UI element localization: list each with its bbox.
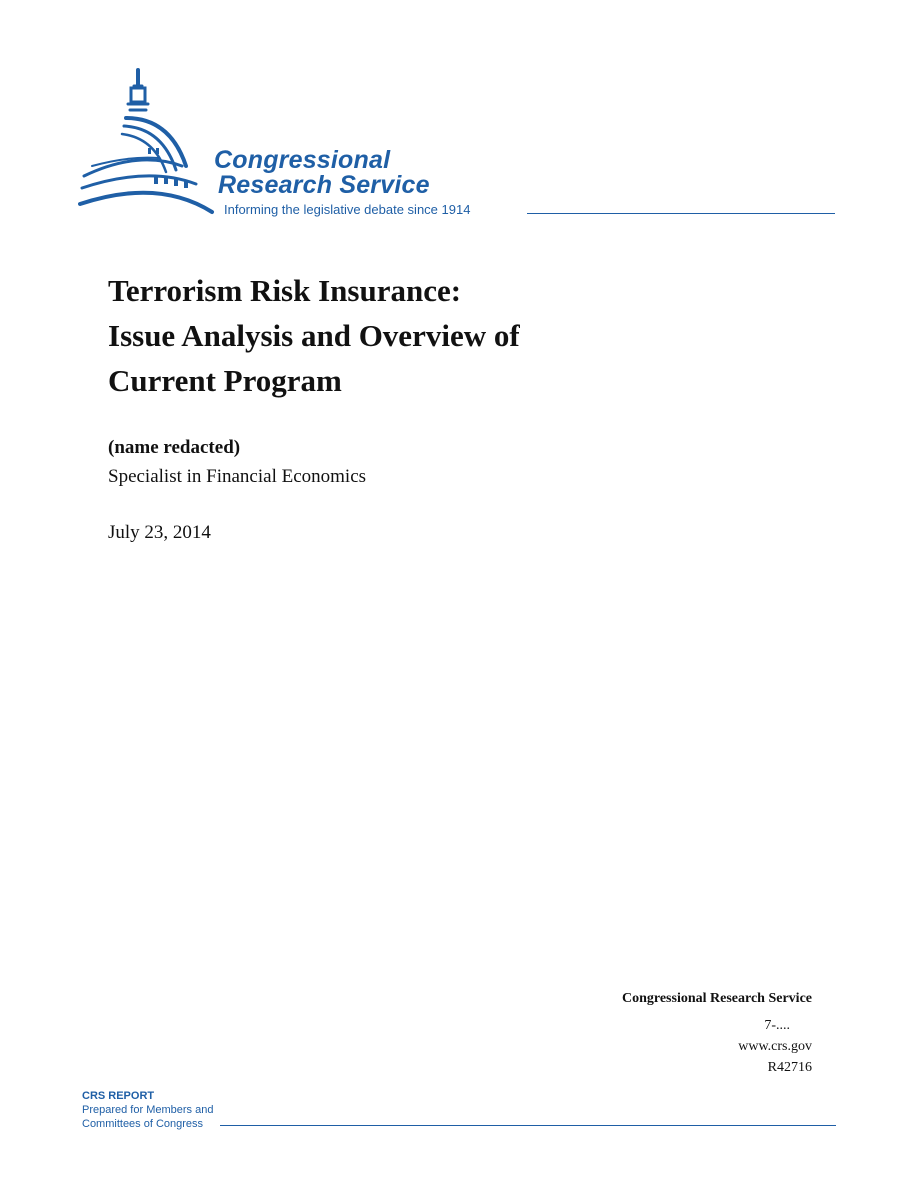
footer-line: Committees of Congress: [82, 1118, 204, 1130]
report-number: R42716: [767, 1060, 812, 1075]
report-title-line: Issue Analysis and Overview of: [108, 318, 520, 353]
publisher-org: Congressional Research Service: [621, 991, 812, 1006]
logo-tagline: Informing the legislative debate since 1914: [224, 202, 471, 217]
author-role: Specialist in Financial Economics: [108, 466, 367, 487]
crs-logo: [78, 66, 838, 226]
author-name: (name redacted): [108, 437, 241, 458]
footer-line: Prepared for Members and: [82, 1104, 214, 1116]
logo-line-research-service: Research Service: [218, 171, 430, 199]
footer-rule: [220, 1125, 836, 1126]
footer-label: CRS REPORT: [82, 1090, 155, 1102]
report-title-line: Terrorism Risk Insurance:: [108, 273, 462, 308]
logo-rule: [527, 213, 835, 214]
capitol-dome-icon: [78, 66, 218, 216]
publisher-phone: 7-....: [764, 1018, 790, 1033]
report-date: July 23, 2014: [108, 522, 211, 543]
publisher-block: [622, 991, 812, 1078]
report-title: [108, 268, 758, 403]
logo-line-congressional: Congressional: [214, 146, 391, 174]
publisher-website: www.crs.gov: [738, 1039, 812, 1054]
report-title-line: Current Program: [108, 363, 342, 398]
crs-report-footer: [82, 1089, 213, 1131]
